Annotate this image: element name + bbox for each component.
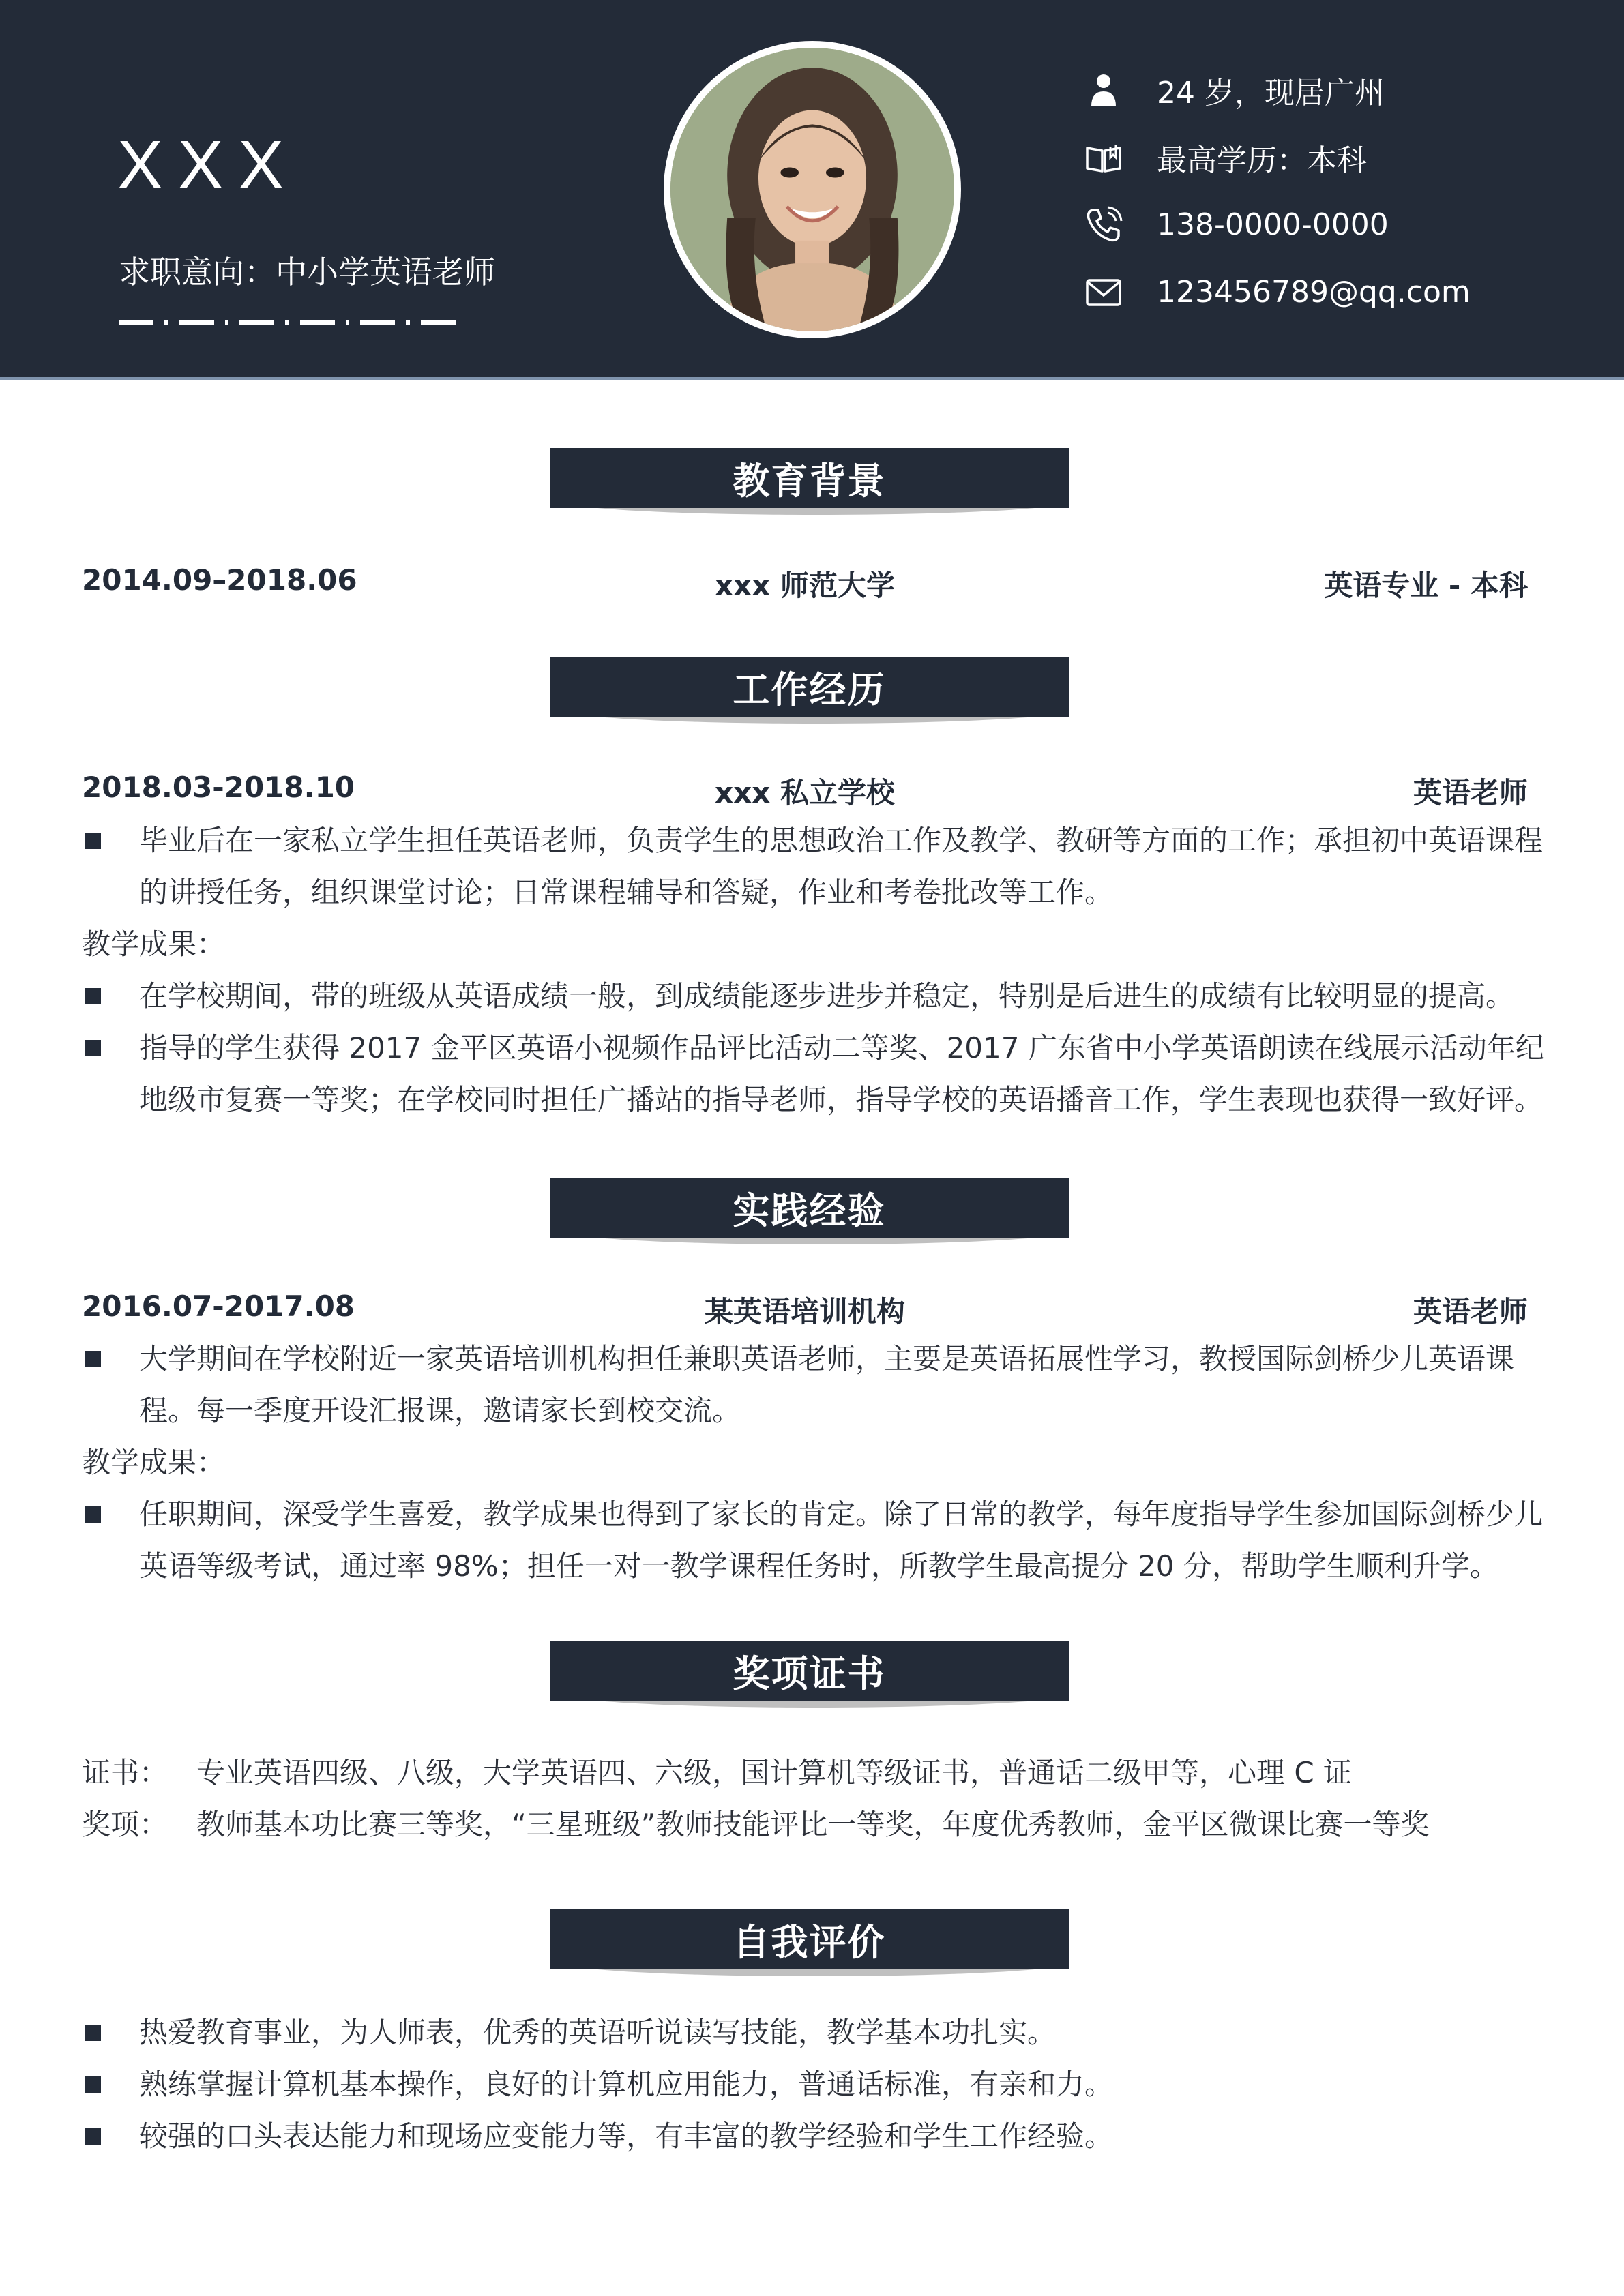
award-text: 教师基本功比赛三等奖，“三星班级”教师技能评比一等奖，年度优秀教师，金平区微课比赛一等奖 — [196, 1808, 1430, 1841]
education-period: 2014.09–2018.06 — [82, 563, 357, 597]
work-org: xxx 私立学校 — [715, 776, 895, 809]
bullet-square-icon — [85, 1351, 101, 1367]
section-title-practice: 实践经验 — [550, 1178, 1069, 1240]
practice-org: 某英语培训机构 — [704, 1295, 905, 1328]
profile-photo — [670, 48, 954, 331]
mail-icon — [1083, 272, 1124, 313]
award-row — [82, 1799, 1430, 1851]
book-icon — [1083, 137, 1124, 178]
bullet-square-icon — [85, 2076, 101, 2093]
resume-header — [0, 0, 1624, 377]
cert-text: 专业英语四级、八级，大学英语四、六级，国计算机等级证书，普通话二级甲等，心理 C 证 — [196, 1756, 1353, 1789]
candidate-name: XXX — [117, 127, 299, 203]
bullet-square-icon — [85, 2128, 101, 2145]
section-title-work: 工作经历 — [550, 657, 1069, 719]
practice-period: 2016.07-2017.08 — [82, 1289, 355, 1323]
education-row — [82, 563, 1528, 604]
practice-row — [82, 1289, 1528, 1330]
header-divider — [0, 377, 1624, 380]
work-results-label: 教学成果： — [82, 927, 226, 961]
bullet-square-icon — [85, 1506, 101, 1523]
info-email: 123456789@qq.com — [1083, 258, 1471, 326]
job-intent: 求职意向：中小学英语老师 — [119, 254, 495, 290]
section-title-self: 自我评价 — [550, 1909, 1069, 1972]
practice-role: 英语老师 — [1413, 1295, 1528, 1328]
work-row — [82, 771, 1528, 811]
phone-icon — [1083, 205, 1124, 245]
bullet-square-icon — [85, 988, 101, 1004]
education-major: 英语专业 - 本科 — [1324, 569, 1528, 602]
avatar — [664, 41, 961, 338]
person-icon — [1083, 70, 1124, 110]
portrait-illustration — [670, 48, 954, 331]
bullet-square-icon — [85, 833, 101, 849]
cert-label: 证书： — [82, 1756, 168, 1789]
practice-results-label: 教学成果： — [82, 1446, 226, 1479]
section-title-education: 教育背景 — [550, 448, 1069, 511]
cert-row — [82, 1747, 1352, 1799]
bullet-square-icon — [85, 2025, 101, 2041]
contact-info — [1083, 56, 1471, 326]
decorative-dash-line — [119, 319, 467, 325]
work-role: 英语老师 — [1413, 776, 1528, 809]
work-period: 2018.03-2018.10 — [82, 771, 355, 804]
education-school: xxx 师范大学 — [715, 569, 895, 602]
award-label: 奖项： — [82, 1808, 168, 1841]
info-education: 最高学历：本科 — [1083, 123, 1471, 191]
info-age: 24 岁，现居广州 — [1083, 56, 1471, 123]
bullet-square-icon — [85, 1040, 101, 1056]
info-phone: 138-0000-0000 — [1083, 191, 1471, 258]
section-title-awards: 奖项证书 — [550, 1641, 1069, 1703]
